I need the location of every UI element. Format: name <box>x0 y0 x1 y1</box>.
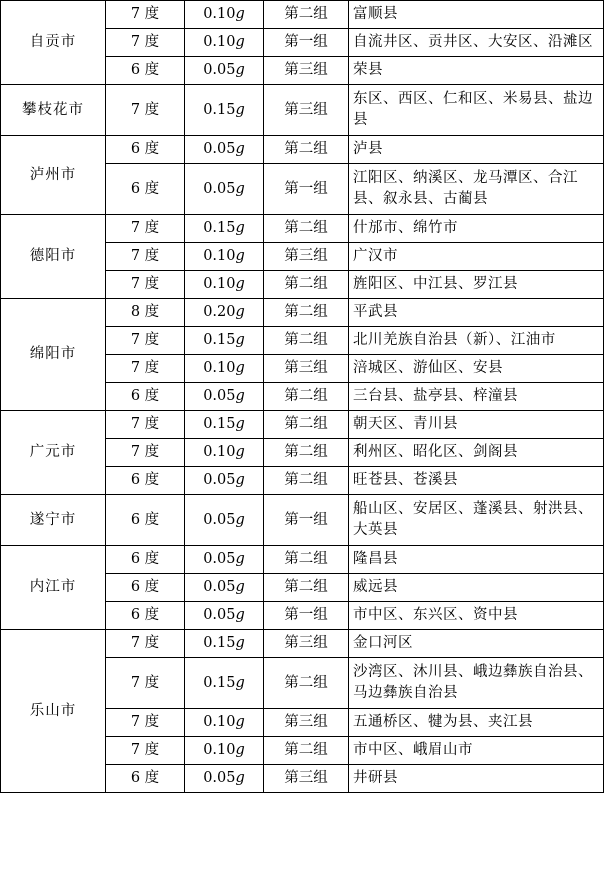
areas-cell: 涪城区、游仙区、安县 <box>349 355 604 383</box>
design-group-cell: 第二组 <box>264 136 349 164</box>
acceleration-value: 0.10 <box>203 248 236 265</box>
areas-cell: 船山区、安居区、蓬溪县、射洪县、大英县 <box>349 495 604 546</box>
design-group-cell: 第二组 <box>264 383 349 411</box>
acceleration-unit: g <box>235 742 245 759</box>
acceleration-cell <box>185 271 264 299</box>
acceleration-cell <box>185 495 264 546</box>
areas-cell: 五通桥区、犍为县、夹江县 <box>349 709 604 737</box>
design-group-cell: 第三组 <box>264 57 349 85</box>
acceleration-value: 0.05 <box>203 62 236 79</box>
acceleration-unit: g <box>235 360 245 377</box>
design-group-cell: 第一组 <box>264 602 349 630</box>
intensity-cell: 7 度 <box>106 411 185 439</box>
acceleration-value: 0.05 <box>203 607 236 624</box>
city-cell: 遂宁市 <box>1 495 106 546</box>
areas-cell: 威远县 <box>349 574 604 602</box>
acceleration-value: 0.15 <box>203 332 236 349</box>
acceleration-unit: g <box>235 416 245 433</box>
design-group-cell: 第三组 <box>264 765 349 793</box>
acceleration-cell <box>185 546 264 574</box>
acceleration-value: 0.05 <box>203 472 236 489</box>
city-cell: 广元市 <box>1 411 106 495</box>
design-group-cell: 第二组 <box>264 737 349 765</box>
acceleration-unit: g <box>235 579 245 596</box>
acceleration-cell <box>185 29 264 57</box>
acceleration-unit: g <box>235 62 245 79</box>
acceleration-unit: g <box>235 635 245 652</box>
acceleration-value: 0.10 <box>203 742 236 759</box>
acceleration-cell <box>185 630 264 658</box>
acceleration-unit: g <box>235 511 245 528</box>
design-group-cell: 第二组 <box>264 574 349 602</box>
acceleration-cell <box>185 215 264 243</box>
acceleration-unit: g <box>235 444 245 461</box>
acceleration-value: 0.10 <box>203 276 236 293</box>
acceleration-cell <box>185 737 264 765</box>
acceleration-value: 0.15 <box>203 635 236 652</box>
design-group-cell: 第一组 <box>264 495 349 546</box>
areas-cell: 广汉市 <box>349 243 604 271</box>
intensity-cell: 7 度 <box>106 243 185 271</box>
table-row <box>1 299 604 327</box>
intensity-cell: 7 度 <box>106 355 185 383</box>
design-group-cell: 第二组 <box>264 215 349 243</box>
areas-cell: 朝天区、青川县 <box>349 411 604 439</box>
acceleration-unit: g <box>235 304 245 321</box>
acceleration-unit: g <box>235 674 245 691</box>
acceleration-unit: g <box>235 472 245 489</box>
acceleration-unit: g <box>235 551 245 568</box>
intensity-cell: 8 度 <box>106 299 185 327</box>
acceleration-unit: g <box>235 248 245 265</box>
design-group-cell: 第二组 <box>264 411 349 439</box>
intensity-cell: 7 度 <box>106 630 185 658</box>
acceleration-unit: g <box>235 34 245 51</box>
table-row <box>1 546 604 574</box>
city-cell: 攀枝花市 <box>1 85 106 136</box>
acceleration-value: 0.15 <box>203 101 236 118</box>
design-group-cell: 第一组 <box>264 164 349 215</box>
design-group-cell: 第三组 <box>264 709 349 737</box>
acceleration-cell <box>185 709 264 737</box>
acceleration-cell <box>185 57 264 85</box>
intensity-cell: 6 度 <box>106 164 185 215</box>
acceleration-value: 0.10 <box>203 444 236 461</box>
areas-cell: 三台县、盐亭县、梓潼县 <box>349 383 604 411</box>
table-row <box>1 630 604 658</box>
table-row <box>1 1 604 29</box>
intensity-cell: 6 度 <box>106 765 185 793</box>
city-cell: 乐山市 <box>1 630 106 793</box>
acceleration-value: 0.20 <box>203 304 236 321</box>
table-body <box>1 1 604 793</box>
city-cell: 绵阳市 <box>1 299 106 411</box>
areas-cell: 自流井区、贡井区、大安区、沿滩区 <box>349 29 604 57</box>
intensity-cell: 7 度 <box>106 29 185 57</box>
acceleration-cell <box>185 136 264 164</box>
areas-cell: 荣县 <box>349 57 604 85</box>
intensity-cell: 7 度 <box>106 271 185 299</box>
acceleration-value: 0.15 <box>203 674 236 691</box>
city-cell: 内江市 <box>1 546 106 630</box>
intensity-cell: 6 度 <box>106 136 185 164</box>
acceleration-unit: g <box>235 714 245 731</box>
table-row <box>1 85 604 136</box>
intensity-cell: 7 度 <box>106 439 185 467</box>
acceleration-unit: g <box>235 141 245 158</box>
acceleration-cell <box>185 602 264 630</box>
acceleration-value: 0.05 <box>203 579 236 596</box>
acceleration-value: 0.05 <box>203 511 236 528</box>
acceleration-value: 0.15 <box>203 220 236 237</box>
acceleration-unit: g <box>235 6 245 22</box>
table-row <box>1 411 604 439</box>
acceleration-unit: g <box>235 770 245 787</box>
design-group-cell: 第二组 <box>264 1 349 29</box>
acceleration-unit: g <box>235 276 245 293</box>
areas-cell: 旌阳区、中江县、罗江县 <box>349 271 604 299</box>
areas-cell: 东区、西区、仁和区、米易县、盐边县 <box>349 85 604 136</box>
acceleration-unit: g <box>235 180 245 197</box>
intensity-cell: 7 度 <box>106 215 185 243</box>
acceleration-value: 0.10 <box>203 360 236 377</box>
acceleration-value: 0.05 <box>203 388 236 405</box>
acceleration-unit: g <box>235 101 245 118</box>
areas-cell: 平武县 <box>349 299 604 327</box>
areas-cell: 金口河区 <box>349 630 604 658</box>
acceleration-unit: g <box>235 220 245 237</box>
acceleration-unit: g <box>235 332 245 349</box>
acceleration-cell <box>185 383 264 411</box>
areas-cell: 市中区、峨眉山市 <box>349 737 604 765</box>
intensity-cell: 6 度 <box>106 546 185 574</box>
intensity-cell: 7 度 <box>106 1 185 29</box>
intensity-cell: 6 度 <box>106 602 185 630</box>
acceleration-cell <box>185 164 264 215</box>
areas-cell: 井研县 <box>349 765 604 793</box>
areas-cell: 江阳区、纳溪区、龙马潭区、合江县、叙永县、古蔺县 <box>349 164 604 215</box>
acceleration-cell <box>185 299 264 327</box>
areas-cell: 什邡市、绵竹市 <box>349 215 604 243</box>
acceleration-cell <box>185 467 264 495</box>
acceleration-value: 0.10 <box>203 34 236 51</box>
design-group-cell: 第二组 <box>264 439 349 467</box>
acceleration-cell <box>185 574 264 602</box>
intensity-cell: 6 度 <box>106 467 185 495</box>
acceleration-value: 0.10 <box>203 6 236 22</box>
design-group-cell: 第二组 <box>264 467 349 495</box>
design-group-cell: 第二组 <box>264 327 349 355</box>
acceleration-cell <box>185 327 264 355</box>
design-group-cell: 第二组 <box>264 271 349 299</box>
design-group-cell: 第三组 <box>264 243 349 271</box>
acceleration-value: 0.15 <box>203 416 236 433</box>
areas-cell: 富顺县 <box>349 1 604 29</box>
city-cell: 泸州市 <box>1 136 106 215</box>
areas-cell: 沙湾区、沐川县、峨边彝族自治县、马边彝族自治县 <box>349 658 604 709</box>
intensity-cell: 7 度 <box>106 709 185 737</box>
design-group-cell: 第二组 <box>264 546 349 574</box>
city-cell: 德阳市 <box>1 215 106 299</box>
acceleration-cell <box>185 658 264 709</box>
areas-cell: 北川羌族自治县（新）、江油市 <box>349 327 604 355</box>
acceleration-unit: g <box>235 388 245 405</box>
acceleration-value: 0.05 <box>203 180 236 197</box>
design-group-cell: 第二组 <box>264 658 349 709</box>
areas-cell: 隆昌县 <box>349 546 604 574</box>
design-group-cell: 第二组 <box>264 299 349 327</box>
acceleration-value: 0.05 <box>203 551 236 568</box>
design-group-cell: 第一组 <box>264 29 349 57</box>
intensity-cell: 7 度 <box>106 658 185 709</box>
acceleration-cell <box>185 85 264 136</box>
table-row <box>1 215 604 243</box>
intensity-cell: 7 度 <box>106 737 185 765</box>
areas-cell: 利州区、昭化区、剑阁县 <box>349 439 604 467</box>
areas-cell: 泸县 <box>349 136 604 164</box>
areas-cell: 旺苍县、苍溪县 <box>349 467 604 495</box>
acceleration-value: 0.10 <box>203 714 236 731</box>
acceleration-unit: g <box>235 607 245 624</box>
intensity-cell: 7 度 <box>106 327 185 355</box>
acceleration-cell <box>185 1 264 29</box>
acceleration-cell <box>185 355 264 383</box>
acceleration-value: 0.05 <box>203 141 236 158</box>
intensity-cell: 6 度 <box>106 495 185 546</box>
acceleration-value: 0.05 <box>203 770 236 787</box>
acceleration-cell <box>185 411 264 439</box>
design-group-cell: 第三组 <box>264 355 349 383</box>
intensity-cell: 6 度 <box>106 57 185 85</box>
table-row <box>1 495 604 546</box>
intensity-cell: 7 度 <box>106 85 185 136</box>
areas-cell: 市中区、东兴区、资中县 <box>349 602 604 630</box>
intensity-cell: 6 度 <box>106 383 185 411</box>
city-cell: 自贡市 <box>1 1 106 85</box>
design-group-cell: 第三组 <box>264 85 349 136</box>
acceleration-cell <box>185 439 264 467</box>
table-row <box>1 136 604 164</box>
intensity-cell: 6 度 <box>106 574 185 602</box>
acceleration-cell <box>185 243 264 271</box>
acceleration-cell <box>185 765 264 793</box>
design-group-cell: 第三组 <box>264 630 349 658</box>
